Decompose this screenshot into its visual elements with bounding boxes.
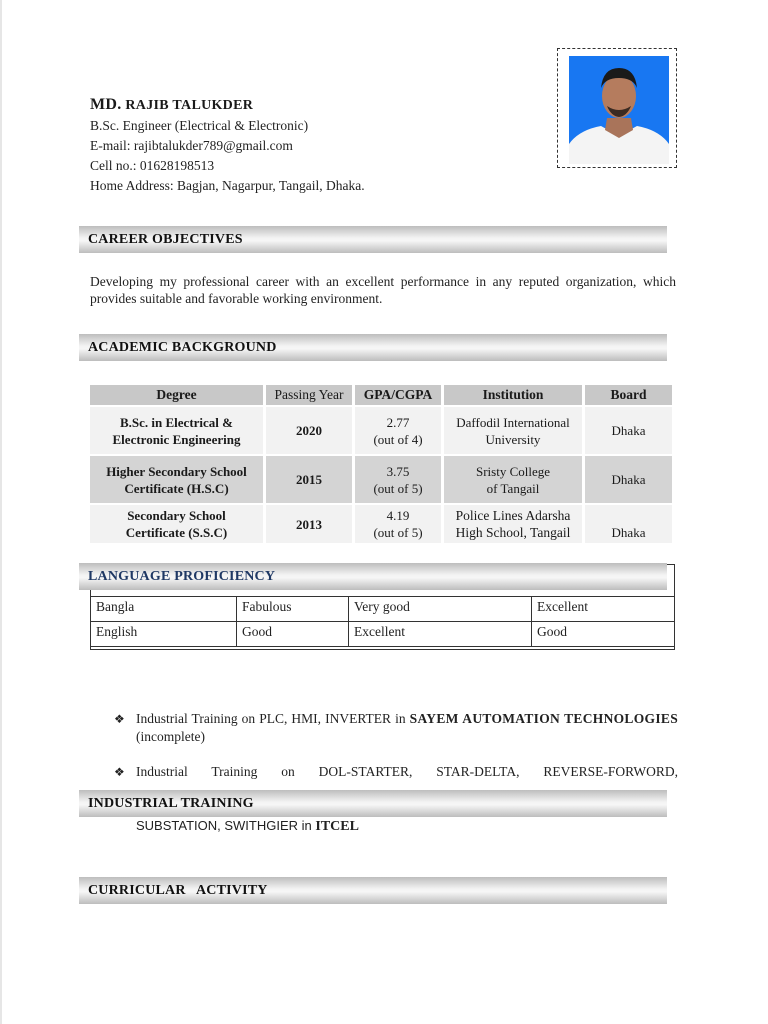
board-cell: Dhaka — [585, 407, 672, 454]
training-item-2-line-2-text: SUBSTATION, SWITHGIER in — [136, 818, 316, 833]
academic-table — [87, 383, 675, 545]
degree-line-1: B.Sc. in Electrical & — [119, 414, 233, 430]
degree-line-2: Certificate (H.S.C) — [124, 480, 229, 496]
col-board: Board — [585, 385, 672, 405]
board-cell: Dhaka — [585, 456, 672, 503]
institution-line-2: University — [485, 431, 541, 447]
section-language-proficiency: LANGUAGE PROFICIENCY — [79, 563, 667, 590]
gpa-cell — [355, 456, 441, 503]
table-row — [90, 407, 672, 454]
gpa-scale: (out of 5) — [373, 525, 423, 540]
degree-line-1: Higher Secondary School — [106, 463, 247, 479]
degree-line-2: Certificate (S.S.C) — [125, 525, 228, 540]
institution-cell — [444, 407, 582, 454]
institution-line-1: Police Lines Adarsha — [455, 508, 571, 523]
section-curricular-activity: CURRICULAR ACTIVITY — [79, 877, 667, 904]
table-row — [91, 622, 675, 647]
training-item-2 — [114, 763, 678, 781]
degree-cell — [90, 456, 263, 503]
profile-photo — [569, 56, 669, 164]
training-item-1-suffix: (incomplete) — [136, 729, 205, 744]
language-table — [90, 596, 675, 647]
institution-line-1: Sristy College — [475, 463, 551, 479]
gpa-value: 4.19 — [386, 508, 410, 523]
proficiency-cell: Excellent — [349, 622, 532, 647]
degree-line-1: Secondary School — [127, 508, 226, 523]
bullet-diamond-icon: ❖ — [114, 712, 125, 726]
training-company-b: TECHNOLOGIES — [564, 711, 679, 726]
degree-line-2: Electronic Engineering — [112, 431, 241, 447]
degree-line: B.Sc. Engineer (Electrical & Electronic) — [90, 118, 309, 133]
col-institution: Institution — [444, 385, 582, 405]
training-item-1 — [114, 710, 678, 746]
year-cell: 2013 — [266, 505, 352, 543]
language-cell: Bangla — [91, 597, 237, 622]
col-degree: Degree — [90, 385, 263, 405]
gpa-value: 2.77 — [386, 414, 410, 430]
name-prefix: MD. — [90, 96, 122, 113]
training-item-1-text — [136, 710, 678, 746]
language-cell: English — [91, 622, 237, 647]
degree-cell — [90, 505, 263, 543]
gpa-cell — [355, 407, 441, 454]
training-item-1-prefix: Industrial Training on PLC, HMI, INVERTER in — [136, 711, 410, 726]
training-item-2-line-1: Industrial Training on DOL-STARTER, STAR-DELTA, REVERSE-FORWORD, — [136, 764, 678, 779]
gpa-value: 3.75 — [386, 463, 410, 479]
address-line: Home Address: Bagjan, Nagarpur, Tangail, Dhaka. — [90, 178, 365, 193]
proficiency-cell: Very good — [349, 597, 532, 622]
table-row — [90, 505, 672, 543]
table-row — [91, 597, 675, 622]
academic-header-row — [90, 385, 672, 405]
proficiency-cell: Good — [237, 622, 349, 647]
name-text: RAJIB TALUKDER — [125, 98, 254, 113]
institution-line-2: High School, Tangail — [455, 525, 571, 540]
proficiency-cell: Good — [532, 622, 675, 647]
proficiency-cell: Excellent — [532, 597, 675, 622]
section-career-objectives: CAREER OBJECTIVES — [79, 226, 667, 253]
board-cell: Dhaka — [585, 505, 672, 543]
col-passing-year: Passing Year — [266, 385, 352, 405]
degree-cell — [90, 407, 263, 454]
section-industrial-training: INDUSTRIAL TRAINING — [79, 790, 667, 817]
year-cell: 2015 — [266, 456, 352, 503]
training-company-a: SAYEM AUTOMATION — [409, 711, 561, 726]
proficiency-cell: Fabulous — [237, 597, 349, 622]
institution-line-1: Daffodil International — [456, 414, 570, 430]
col-gpa: GPA/CGPA — [355, 385, 441, 405]
gpa-scale: (out of 4) — [373, 431, 423, 447]
career-objective-text: Developing my professional career with an excellent performance in any reputed organization, which provides suitable and favorable working environment. — [90, 274, 676, 306]
bullet-diamond-icon: ❖ — [114, 765, 125, 779]
table-row — [90, 456, 672, 503]
institution-cell — [444, 456, 582, 503]
section-academic-background: ACADEMIC BACKGROUND — [79, 334, 667, 361]
candidate-name — [90, 96, 253, 114]
profile-photo-frame — [557, 48, 677, 168]
year-cell: 2020 — [266, 407, 352, 454]
training-company-itcel: ITCEL — [315, 819, 359, 834]
gpa-scale: (out of 5) — [373, 480, 423, 496]
institution-line-2: of Tangail — [486, 480, 540, 496]
institution-cell — [444, 505, 582, 543]
cell-line: Cell no.: 01628198513 — [90, 158, 215, 173]
page-edge — [0, 0, 2, 1024]
gpa-cell — [355, 505, 441, 543]
email-line: E-mail: rajibtalukder789@gmail.com — [90, 138, 293, 153]
training-item-2-line-2 — [136, 818, 359, 835]
